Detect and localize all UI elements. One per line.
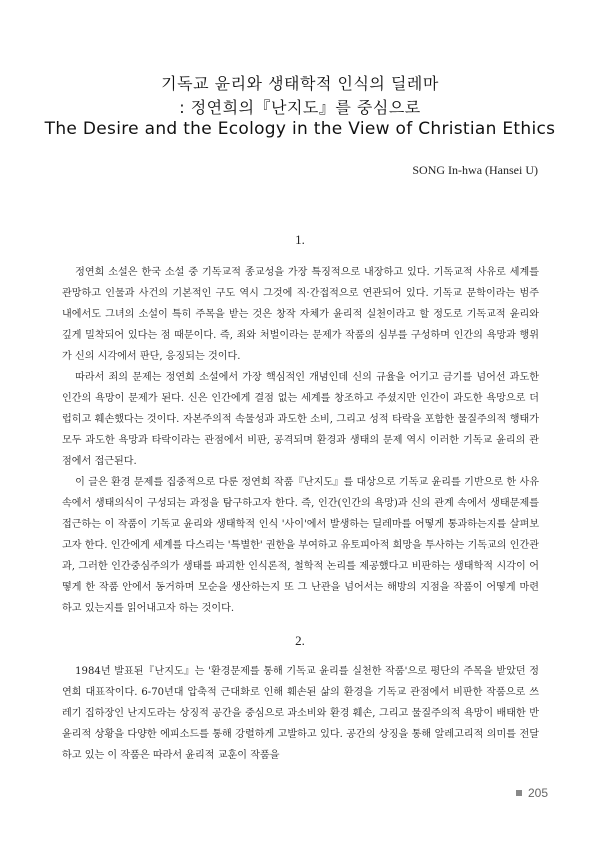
section-body-2 [62, 661, 539, 766]
paragraph: 이 글은 환경 문제를 집중적으로 다룬 정연희 작품『난지도』를 대상으로 기독교 윤리를 기반으로 한 사유 속에서 생태의식이 구성되는 과정을 탐구하고자 한다. 즉, 인간(인간의 욕망)과 신의 관계 속에서 생태문제를 접근하는 이 작품이 기독교 윤리와 생태학적 인식 '사이'에서 발생하는 딜레마를 어떻게 통과하는지를 살펴보고자 한다. 인간에게 세계를 다스리는 '특별한' 권한을 부여하고 유토피아적 희망을 투사하는 기독교의 인간관과, 그러한 인간중심주의가 생태를 파괴한 인식론적, 철학적 논리를 제공했다고 비판하는 생태학적 시각이 어떻게 한 작품 안에서 동거하며 모순을 생산하는지 또 그 난관을 넘어서는 해방의 지점을 작품이 어떻게 마련하고 있는지를 읽어내고자 하는 것이다. [62, 477, 539, 614]
title-korean-line1: 기독교 윤리와 생태학적 인식의 딜레마 [161, 74, 439, 93]
section-heading-2: 2. [295, 633, 305, 648]
paragraph: 따라서 죄의 문제는 정연희 소설에서 가장 핵심적인 개념인데 신의 규율을 어기고 금기를 넘어선 과도한 인간의 욕망이 문제가 된다. 신은 인간에게 결점 없는 세계를 창조하고 주셨지만 인간이 과도한 욕망으로 더럽히고 훼손했다는 것이다. 자본주의적 속물성과 과도한 소비, 그리고 성적 타락을 포함한 물질주의적 행태가 모두 과도한 욕망과 타락이라는 관점에서 비판, 공격되며 환경과 생태의 문제 역시 이러한 기독교 윤리의 관점에서 접근된다. [62, 372, 539, 467]
page-number: 205 [527, 786, 548, 800]
square-bullet-icon [516, 790, 522, 796]
title-korean-line2: : 정연희의『난지도』를 중심으로 [179, 98, 421, 117]
page-footer [516, 786, 548, 800]
paragraph: 1984년 발표된『난지도』는 '환경문제를 통해 기독교 윤리를 실천한 작품'으로 평단의 주목을 받았던 정연희 대표작이다. 6-70년대 압축적 근대화로 인해 훼손된 삶의 환경을 기독교 관점에서 비판한 작품으로 쓰레기 집하장인 난지도라는 상징적 공간을 중심으로 과소비와 환경 훼손, 그리고 물질주의적 욕망이 배태한 반윤리적 상황을 다양한 에피소드를 통해 강렬하게 고발하고 있다. 공간의 상징을 통해 알레고리적 의미를 전달하고 있는 이 작품은 따라서 윤리적 교훈이 작품을 [62, 666, 539, 761]
section-body-1 [62, 262, 539, 619]
author-line: SONG In-hwa (Hansei U) [412, 163, 538, 177]
section-heading-1: 1. [295, 232, 305, 247]
title-english: The Desire and the Ecology in the View of Christian Ethics [44, 119, 556, 139]
paragraph: 정연희 소설은 한국 소설 중 기독교적 종교성을 가장 특징적으로 내장하고 있다. 기독교적 사유로 세계를 관망하고 인물과 사건의 기본적인 구도 역시 그것에 직·간접적으로 연관되어 있다. 기독교 문학이라는 범주 내에서도 그녀의 소설이 특히 주목을 받는 것은 창작 자체가 윤리적 실천이라고 할 정도로 기독교적 윤리와 깊게 밀착되어 있다는 점 때문이다. 즉, 죄와 처벌이라는 문제가 작품의 심부를 구성하며 인간의 욕망과 행위가 신의 시각에서 판단, 응징되는 것이다. [62, 267, 539, 362]
